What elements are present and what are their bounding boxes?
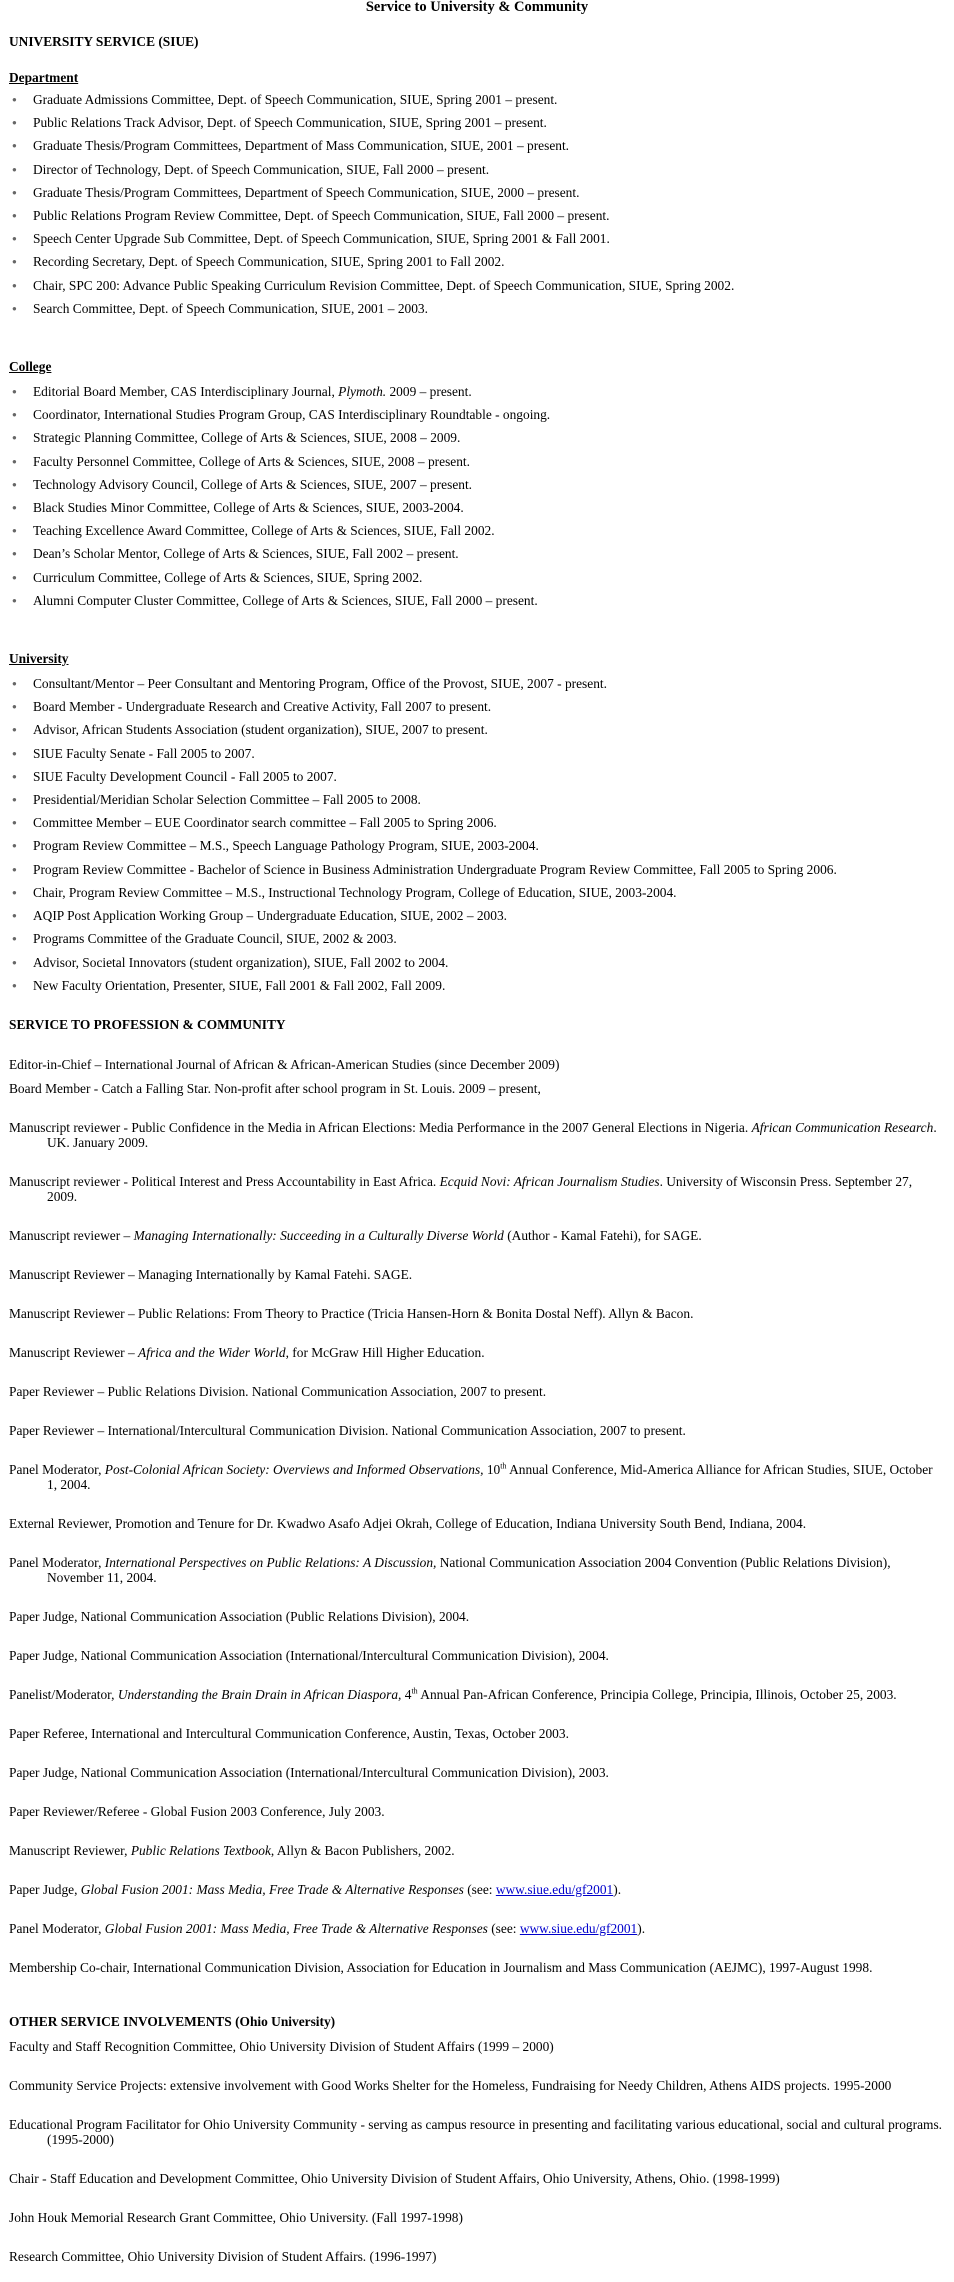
bullet-icon: ● bbox=[12, 118, 17, 128]
list-item: ● Technology Advisory Council, College of Arts & Sciences, SIUE, 2007 – present. bbox=[9, 473, 945, 496]
list-item: ● Teaching Excellence Award Committee, College of Arts & Sciences, SIUE, Fall 2002. bbox=[9, 519, 945, 542]
list-item: ● Director of Technology, Dept. of Speech Communication, SIUE, Fall 2000 – present. bbox=[9, 158, 945, 181]
siue-heading: UNIVERSITY SERVICE (SIUE) bbox=[9, 34, 199, 49]
bullet-icon: ● bbox=[12, 702, 17, 712]
profession-entry: Paper Reviewer – International/Intercultural Communication Division. National Communication Association, 2007 to present. bbox=[9, 1422, 686, 1438]
list-item: ● Graduate Thesis/Program Committees, Department of Mass Communication, SIUE, 2001 – present. bbox=[9, 134, 945, 157]
profession-entry: Paper Referee, International and Intercultural Communication Conference, Austin, Texas, October 2003. bbox=[9, 1725, 569, 1741]
list-item: ● Chair, Program Review Committee – M.S., Instructional Technology Program, College of Education, SIUE, 2003-2004. bbox=[9, 881, 945, 904]
bullet-icon: ● bbox=[12, 95, 17, 104]
bullet-icon: ● bbox=[12, 934, 17, 944]
bullet-icon: ● bbox=[12, 456, 17, 466]
bullet-icon: ● bbox=[12, 280, 17, 290]
bullet-icon: ● bbox=[12, 526, 17, 536]
list-item: ● Coordinator, International Studies Program Group, CAS Interdisciplinary Roundtable - ongoing. bbox=[9, 403, 945, 426]
list-item: ● Board Member - Undergraduate Research and Creative Activity, Fall 2007 to present. bbox=[9, 695, 945, 718]
college-list bbox=[9, 380, 945, 612]
other-entry: Chair - Staff Education and Development Committee, Ohio University Division of Student Affairs, Ohio University, Athens, Ohio. (1998-1999) bbox=[9, 2170, 780, 2186]
list-item: ● Consultant/Mentor – Peer Consultant and Mentoring Program, Office of the Provost, SIUE, 2007 - present. bbox=[9, 672, 945, 695]
bullet-icon: ● bbox=[12, 141, 17, 151]
list-item: ● Public Relations Program Review Committee, Dept. of Speech Communication, SIUE, Fall 2000 – present. bbox=[9, 204, 945, 227]
profession-entry: Panel Moderator, Global Fusion 2001: Mass Media, Free Trade & Alternative Responses (see: www.siue.edu/gf2001). bbox=[9, 1920, 646, 1936]
other-entry: Research Committee, Ohio University Division of Student Affairs. (1996-1997) bbox=[9, 2248, 437, 2264]
profession-entry: Paper Judge, National Communication Association (Public Relations Division), 2004. bbox=[9, 1608, 470, 1624]
bullet-icon: ● bbox=[12, 234, 17, 244]
bullet-icon: ● bbox=[12, 911, 17, 921]
list-item: ● Graduate Thesis/Program Committees, Department of Speech Communication, SIUE, 2000 – present. bbox=[9, 181, 945, 204]
list-item: ● Recording Secretary, Dept. of Speech Communication, SIUE, Spring 2001 to Fall 2002. bbox=[9, 250, 945, 273]
bullet-icon: ● bbox=[12, 957, 17, 967]
gf2001-link[interactable]: www.siue.edu/gf2001 bbox=[519, 1920, 638, 1936]
profession-entry: External Reviewer, Promotion and Tenure for Dr. Kwadwo Asafo Adjei Okrah, College of Education, Indiana University South Bend, Indiana, 2004. bbox=[9, 1515, 807, 1531]
other-entry: Educational Program Facilitator for Ohio University Community - serving as campus resource in presenting and facilitating various educational, social and cultural programs. (1995-2000) bbox=[9, 2116, 943, 2147]
college-heading: College bbox=[9, 359, 52, 375]
profession-entry: Panel Moderator, Post-Colonial African Society: Overviews and Informed Observations, 10th Annual Conference, Mid-America Alliance for African Studies, SIUE, October 1, 2004. bbox=[9, 1461, 933, 1492]
list-item: ● Chair, SPC 200: Advance Public Speaking Curriculum Revision Committee, Dept. of Speech Communication, SIUE, Spring 2002. bbox=[9, 274, 945, 297]
list-item: ● Editorial Board Member, CAS Interdisciplinary Journal, Plymoth. 2009 – present. bbox=[9, 380, 945, 403]
bullet-icon: ● bbox=[12, 257, 17, 267]
university-list bbox=[9, 672, 945, 997]
list-item: ● Strategic Planning Committee, College of Arts & Sciences, SIUE, 2008 – 2009. bbox=[9, 426, 945, 449]
profession-entry: Manuscript reviewer - Public Confidence in the Media in African Elections: Media Performance in the 2007 General Elections in Nigeria. African Communication Research. UK. January 2009. bbox=[9, 1119, 937, 1150]
profession-entry: Manuscript reviewer - Political Interest and Press Accountability in East Africa. Ecquid Novi: African Journalism Studies. University of Wisconsin Press. September 27, 2009. bbox=[9, 1173, 913, 1204]
list-item: ● Advisor, Societal Innovators (student organization), SIUE, Fall 2002 to 2004. bbox=[9, 951, 945, 974]
list-item: ● Search Committee, Dept. of Speech Communication, SIUE, 2001 – 2003. bbox=[9, 297, 945, 320]
page-title: Service to University & Community bbox=[365, 0, 589, 15]
list-item: ● Alumni Computer Cluster Committee, College of Arts & Sciences, SIUE, Fall 2000 – present. bbox=[9, 589, 945, 612]
list-item: ● Black Studies Minor Committee, College of Arts & Sciences, SIUE, 2003-2004. bbox=[9, 496, 945, 519]
other-entry: Faculty and Staff Recognition Committee, Ohio University Division of Student Affairs (1999 – 2000) bbox=[9, 2038, 554, 2054]
bullet-icon: ● bbox=[12, 887, 17, 897]
other-entry: Community Service Projects: extensive involvement with Good Works Shelter for the Homeless, Fundraising for Needy Children, Athens AIDS projects. 1995-2000 bbox=[9, 2077, 892, 2093]
list-item: ● SIUE Faculty Senate - Fall 2005 to 2007. bbox=[9, 742, 945, 765]
bullet-icon: ● bbox=[12, 864, 17, 874]
bullet-icon: ● bbox=[12, 795, 17, 805]
bullet-icon: ● bbox=[12, 211, 17, 221]
profession-entry: Editor-in-Chief – International Journal of African & African-American Studies (since December 2009) bbox=[9, 1056, 560, 1072]
bullet-icon: ● bbox=[12, 572, 17, 582]
profession-entry: Panelist/Moderator, Understanding the Brain Drain in African Diaspora, 4th Annual Pan-African Conference, Principia College, Principia, Illinois, October 25, 2003. bbox=[9, 1686, 897, 1702]
profession-entry: Manuscript Reviewer – Africa and the Wider World, for McGraw Hill Higher Education. bbox=[9, 1344, 485, 1360]
profession-entry: Manuscript Reviewer – Public Relations: From Theory to Practice (Tricia Hansen-Horn & Bonita Dostal Neff). Allyn & Bacon. bbox=[9, 1305, 694, 1321]
list-item: ● AQIP Post Application Working Group – Undergraduate Education, SIUE, 2002 – 2003. bbox=[9, 904, 945, 927]
bullet-icon: ● bbox=[12, 771, 17, 781]
bullet-icon: ● bbox=[12, 387, 17, 397]
bullet-icon: ● bbox=[12, 980, 17, 990]
gf2001-link[interactable]: www.siue.edu/gf2001 bbox=[495, 1881, 614, 1897]
bullet-icon: ● bbox=[12, 748, 17, 758]
bullet-icon: ● bbox=[12, 549, 17, 559]
list-item: ● Speech Center Upgrade Sub Committee, Dept. of Speech Communication, SIUE, Spring 2001 & Fall 2001. bbox=[9, 227, 945, 250]
bullet-icon: ● bbox=[12, 187, 17, 197]
bullet-icon: ● bbox=[12, 164, 17, 174]
profession-entry: Paper Reviewer – Public Relations Division. National Communication Association, 2007 to present. bbox=[9, 1383, 547, 1399]
list-item: ● Public Relations Track Advisor, Dept. of Speech Communication, SIUE, Spring 2001 – present. bbox=[9, 111, 945, 134]
list-item: ● Programs Committee of the Graduate Council, SIUE, 2002 & 2003. bbox=[9, 927, 945, 950]
profession-entry: Membership Co-chair, International Communication Division, Association for Education in Journalism and Mass Communication (AEJMC), 1997-August 1998. bbox=[9, 1959, 873, 1975]
profession-heading: SERVICE TO PROFESSION & COMMUNITY bbox=[9, 1016, 286, 1032]
bullet-icon: ● bbox=[12, 841, 17, 851]
profession-entry: Manuscript Reviewer – Managing Internationally by Kamal Fatehi. SAGE. bbox=[9, 1266, 413, 1282]
list-item: ● New Faculty Orientation, Presenter, SIUE, Fall 2001 & Fall 2002, Fall 2009. bbox=[9, 974, 945, 997]
profession-entry: Board Member - Catch a Falling Star. Non-profit after school program in St. Louis. 2009 – present, bbox=[9, 1080, 541, 1096]
list-item: ● Advisor, African Students Association (student organization), SIUE, 2007 to present. bbox=[9, 718, 945, 741]
bullet-icon: ● bbox=[12, 479, 17, 489]
other-entry: John Houk Memorial Research Grant Committee, Ohio University. (Fall 1997-1998) bbox=[9, 2209, 463, 2225]
bullet-icon: ● bbox=[12, 410, 17, 420]
profession-entry: Panel Moderator, International Perspectives on Public Relations: A Discussion, National Communication Association 2004 Convention (Public Relations Division), November 11, 2004. bbox=[9, 1554, 891, 1585]
bullet-icon: ● bbox=[12, 303, 17, 313]
list-item: ● Curriculum Committee, College of Arts & Sciences, SIUE, Spring 2002. bbox=[9, 566, 945, 589]
list-item: ● Presidential/Meridian Scholar Selection Committee – Fall 2005 to 2008. bbox=[9, 788, 945, 811]
department-list bbox=[9, 88, 945, 320]
profession-entry: Paper Reviewer/Referee - Global Fusion 2003 Conference, July 2003. bbox=[9, 1803, 385, 1819]
bullet-icon: ● bbox=[12, 503, 17, 513]
profession-entry: Manuscript Reviewer, Public Relations Textbook, Allyn & Bacon Publishers, 2002. bbox=[9, 1842, 455, 1858]
document-page bbox=[9, 0, 945, 2264]
university-heading: University bbox=[9, 651, 69, 667]
list-item: ● Program Review Committee – M.S., Speech Language Pathology Program, SIUE, 2003-2004. bbox=[9, 834, 945, 857]
list-item: ● Dean’s Scholar Mentor, College of Arts & Sciences, SIUE, Fall 2002 – present. bbox=[9, 542, 945, 565]
list-item: ● Faculty Personnel Committee, College of Arts & Sciences, SIUE, 2008 – present. bbox=[9, 450, 945, 473]
profession-entry: Manuscript reviewer – Managing Internationally: Succeeding in a Culturally Diverse World (Author - Kamal Fatehi), for SAGE. bbox=[9, 1227, 702, 1243]
bullet-icon: ● bbox=[12, 433, 17, 443]
bullet-icon: ● bbox=[12, 595, 17, 605]
journal-title: Plymoth. bbox=[338, 384, 387, 400]
other-service-heading: OTHER SERVICE INVOLVEMENTS (Ohio University) bbox=[9, 2013, 336, 2029]
bullet-icon: ● bbox=[12, 679, 17, 689]
bullet-icon: ● bbox=[12, 725, 17, 735]
list-item: ● Graduate Admissions Committee, Dept. of Speech Communication, SIUE, Spring 2001 – present. bbox=[9, 88, 945, 111]
bullet-icon: ● bbox=[12, 818, 17, 828]
list-item: ● SIUE Faculty Development Council - Fall 2005 to 2007. bbox=[9, 765, 945, 788]
department-heading: Department bbox=[9, 70, 79, 85]
profession-entry: Paper Judge, National Communication Association (International/Intercultural Communication Division), 2003. bbox=[9, 1764, 609, 1780]
profession-entry: Paper Judge, Global Fusion 2001: Mass Media, Free Trade & Alternative Responses (see: www.siue.edu/gf2001). bbox=[9, 1881, 622, 1897]
profession-entry: Paper Judge, National Communication Association (International/Intercultural Communication Division), 2004. bbox=[9, 1647, 609, 1663]
list-item: ● Program Review Committee - Bachelor of Science in Business Administration Undergraduate Program Review Committee, Fall 2005 to Spring 2006. bbox=[9, 858, 945, 881]
list-item: ● Committee Member – EUE Coordinator search committee – Fall 2005 to Spring 2006. bbox=[9, 811, 945, 834]
